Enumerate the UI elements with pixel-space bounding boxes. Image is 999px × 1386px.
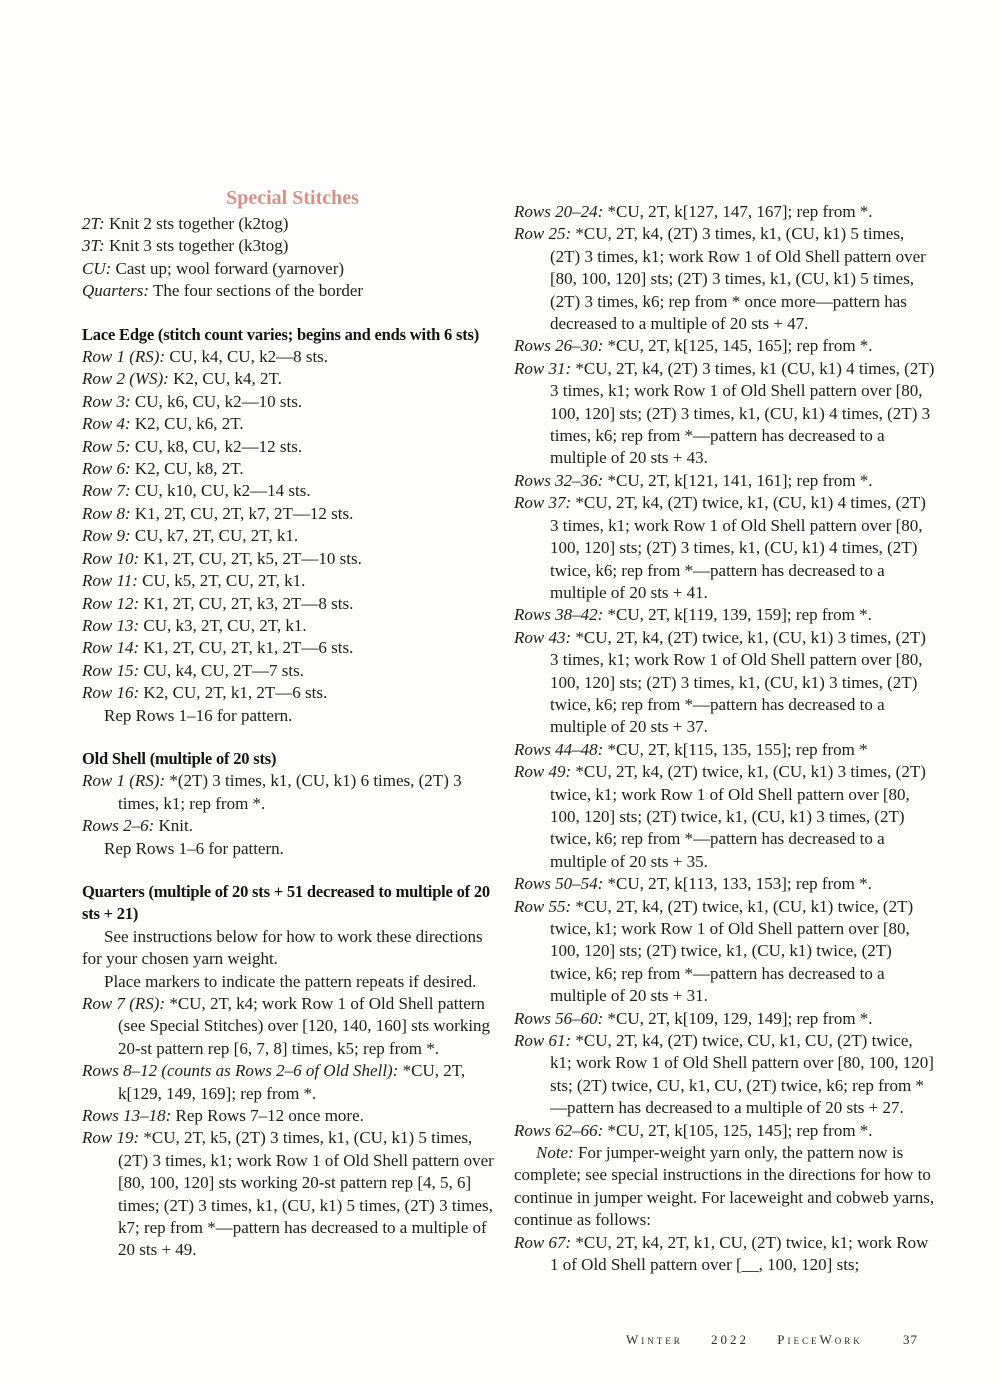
left-column xyxy=(82,186,503,1262)
row-label: Rows 32–36: xyxy=(514,470,604,490)
paragraph: See instructions below for how to work these directions for your chosen yarn weight. xyxy=(82,926,483,969)
pattern-subhead: Quarters (multiple of 20 sts + 51 decreased to multiple of 20 sts + 21) xyxy=(82,881,490,924)
footer-season: Winter xyxy=(626,1332,683,1347)
row-text: CU, k7, 2T, CU, 2T, k1. xyxy=(134,526,299,546)
row-label: Row 14: xyxy=(82,638,140,658)
pattern-row xyxy=(82,480,503,502)
pattern-row xyxy=(514,873,935,895)
row-label: 2T: xyxy=(82,214,105,233)
row-text: CU, k5, 2T, CU, 2T, k1. xyxy=(142,571,306,591)
row-label: Row 10: xyxy=(82,548,140,568)
pattern-row xyxy=(82,525,503,547)
row-label: Quarters: xyxy=(82,281,150,301)
pattern-row xyxy=(82,660,503,682)
row-label: Row 1 (RS): xyxy=(82,347,166,367)
row-text: K2, CU, k6, 2T. xyxy=(134,414,244,434)
row-text: *CU, 2T, k5, (2T) 3 times, k1, (CU, k1) 5 times, (2T) 3 times, k1; work Row 1 of Old Shell pattern over [80, 100, 120] sts working 20-st pattern rep [4, 5, 6] times; (2T) 3 times, k1, (CU, k1) 5 times, (2T) 3 times, k7; rep from *—pattern has decreased to a multiple of 20 sts + 49. xyxy=(118,1128,494,1260)
row-text: K1, 2T, CU, 2T, k3, 2T—8 sts. xyxy=(143,593,354,613)
footer-magazine-name: PieceWork xyxy=(777,1332,863,1347)
row-label: 3T: xyxy=(82,236,105,256)
row-text: *CU, 2T, k[115, 135, 155]; rep from * xyxy=(607,739,868,759)
row-text: *CU, 2T, k[125, 145, 165]; rep from *. xyxy=(607,336,873,356)
pattern-row xyxy=(514,223,935,335)
row-text: CU, k4, CU, 2T—7 sts. xyxy=(143,660,304,680)
pattern-row xyxy=(82,503,503,525)
row-text: K2, CU, 2T, k1, 2T—6 sts. xyxy=(143,683,328,703)
row-label: Row 55: xyxy=(514,896,572,916)
row-label: Row 4: xyxy=(82,414,131,434)
right-column xyxy=(514,201,935,1277)
row-text: *CU, 2T, k4, (2T) 3 times, k1 (CU, k1) 4 times, (2T) 3 times, k1; work Row 1 of Old Shell pattern over [80, 100, 120] sts; (2T) 3 times, k1, (CU, k1) 4 times, (2T) 3 times, k6; rep from *—pattern has decreased to a multiple of 20 sts + 43. xyxy=(550,358,935,468)
row-text: *CU, 2T, k[105, 125, 145]; rep from *. xyxy=(607,1120,873,1140)
row-text: CU, k4, CU, k2—8 sts. xyxy=(169,347,329,367)
row-text: *CU, 2T, k4, (2T) twice, k1, (CU, k1) 4 times, (2T) 3 times, k1; work Row 1 of Old Shell pattern over [80, 100, 120] sts; (2T) 3 times, k1, (CU, k1) 4 times, (2T) twice, k6; rep from *—pattern has decreased to a multiple of 20 sts + 41. xyxy=(550,493,926,602)
row-text: *CU, 2T, k4, (2T) twice, k1, (CU, k1) twice, (2T) twice, k1; work Row 1 of Old Shell pattern over [80, 100, 120] sts; (2T) twice, k1, (CU, k1) twice, (2T) twice, k6; rep from *—pattern has decreased to a multiple of 20 sts + 31. xyxy=(550,896,914,1006)
pattern-row xyxy=(514,604,935,626)
row-text: *CU, 2T, k4, 2T, k1, CU, (2T) twice, k1; work Row 1 of Old Shell pattern over [__, 100, 120] sts; xyxy=(550,1232,929,1275)
row-label: Row 37: xyxy=(514,493,572,513)
row-label: Rows 50–54: xyxy=(514,874,604,894)
pattern-row xyxy=(82,570,503,592)
pattern-row xyxy=(82,1105,503,1127)
pattern-subhead: Lace Edge (stitch count varies; begins and ends with 6 sts) xyxy=(82,324,480,344)
row-label: Row 7: xyxy=(82,481,131,501)
row-label: Rows 56–60: xyxy=(514,1008,604,1028)
section-heading: Special Stitches xyxy=(226,187,359,209)
row-text: K1, 2T, CU, 2T, k1, 2T—6 sts. xyxy=(143,638,354,658)
row-text: *CU, 2T, k4, (2T) twice, CU, k1, CU, (2T) twice, k1; work Row 1 of Old Shell pattern over [80, 100, 120] sts; (2T) twice, CU, k1, CU, (2T) twice, k6; rep from *—pattern has decreased to a multiple of 20 sts + 27. xyxy=(550,1031,934,1118)
pattern-row xyxy=(514,1030,935,1120)
pattern-row xyxy=(514,1232,935,1277)
pattern-subhead: Old Shell (multiple of 20 sts) xyxy=(82,748,277,768)
row-label: Note: xyxy=(536,1143,574,1163)
row-text: *CU, 2T, k[113, 133, 153]; rep from *. xyxy=(607,874,872,894)
row-label: Row 19: xyxy=(82,1128,140,1148)
page-number: 37 xyxy=(903,1332,918,1347)
pattern-row xyxy=(82,280,503,302)
row-text: Knit. xyxy=(158,816,193,836)
row-text: *(2T) 3 times, k1, (CU, k1) 6 times, (2T) 3 times, k1; rep from *. xyxy=(118,771,462,813)
row-text: *CU, 2T, k4, (2T) 3 times, k1, (CU, k1) 5 times, (2T) 3 times, k1; work Row 1 of Old Shell pattern over [80, 100, 120] sts; (2T) 3 times, k1, (CU, k1) 5 times, (2T) 3 times, k6; rep from * once more—pattern has decreased to a multiple of 20 sts + 47. xyxy=(550,224,926,334)
row-label: Row 11: xyxy=(82,571,138,591)
row-label: Row 13: xyxy=(82,615,140,635)
pattern-row xyxy=(82,346,503,368)
row-label: Row 61: xyxy=(514,1031,572,1051)
row-text: *CU, 2T, k[119, 139, 159]; rep from *. xyxy=(607,605,872,625)
pattern-row xyxy=(82,815,503,837)
row-text: CU, k10, CU, k2—14 sts. xyxy=(134,481,311,501)
paragraph xyxy=(514,1142,935,1232)
pattern-row xyxy=(514,201,935,223)
pattern-row xyxy=(82,593,503,615)
pattern-row xyxy=(514,470,935,492)
pattern-row xyxy=(82,368,503,390)
row-label: Row 6: xyxy=(82,459,131,479)
row-label: Rows 8–12 (counts as Rows 2–6 of Old Shell): xyxy=(82,1061,399,1081)
row-text: *CU, 2T, k[129, 149, 169]; rep from *. xyxy=(118,1061,466,1103)
row-text: *CU, 2T, k4, (2T) twice, k1, (CU, k1) 3 times, (2T) 3 times, k1; work Row 1 of Old Shell pattern over [80, 100, 120] sts; (2T) 3 times, k1, (CU, k1) 3 times, (2T) twice, k6; rep from *—pattern has decreased to a multiple of 20 sts + 37. xyxy=(550,627,926,737)
pattern-row xyxy=(514,1008,935,1030)
row-label: Row 49: xyxy=(514,762,572,782)
row-label: Row 9: xyxy=(82,526,131,546)
row-label: Row 8: xyxy=(82,503,131,523)
row-text: K1, 2T, CU, 2T, k7, 2T—12 sts. xyxy=(134,503,354,523)
row-text: Knit 2 sts together (k2tog) xyxy=(108,214,289,233)
row-label: Row 7 (RS): xyxy=(82,994,166,1013)
row-text: *CU, 2T, k[121, 141, 161]; rep from *. xyxy=(607,470,873,490)
pattern-row xyxy=(514,761,935,873)
pattern-row xyxy=(514,492,935,604)
row-text: CU, k8, CU, k2—12 sts. xyxy=(134,436,303,456)
row-label: Rows 2–6: xyxy=(82,816,155,836)
pattern-row xyxy=(82,1060,503,1105)
row-label: Row 3: xyxy=(82,391,131,411)
row-text: CU, k6, CU, k2—10 sts. xyxy=(134,391,303,411)
pattern-row xyxy=(82,235,503,257)
row-label: Rows 13–18: xyxy=(82,1106,172,1126)
pattern-row xyxy=(82,413,503,435)
row-label: Row 67: xyxy=(514,1232,572,1252)
row-label: Row 12: xyxy=(82,593,140,613)
pattern-row xyxy=(82,458,503,480)
pattern-row xyxy=(514,1120,935,1142)
pattern-row xyxy=(82,548,503,570)
row-text: *CU, 2T, k[109, 129, 149]; rep from *. xyxy=(607,1008,873,1028)
row-text: Rep Rows 7–12 once more. xyxy=(175,1106,364,1126)
row-text: CU, k3, 2T, CU, 2T, k1. xyxy=(143,615,307,635)
pattern-row xyxy=(82,770,503,815)
row-label: CU: xyxy=(82,258,112,278)
row-label: Row 16: xyxy=(82,683,140,703)
row-text: K2, CU, k8, 2T. xyxy=(134,459,244,479)
row-label: Row 2 (WS): xyxy=(82,369,169,389)
row-label: Row 25: xyxy=(514,224,572,244)
row-label: Row 15: xyxy=(82,660,140,680)
row-label: Row 31: xyxy=(514,358,572,378)
pattern-row xyxy=(82,682,503,704)
row-text: For jumper-weight yarn only, the pattern now is complete; see special instructions in the directions for how to continue in jumper weight. For laceweight and cobweb yarns, continue as follows: xyxy=(514,1143,935,1230)
pattern-row xyxy=(514,335,935,357)
pattern-row xyxy=(82,213,503,235)
row-label: Rows 26–30: xyxy=(514,336,604,356)
row-label: Rows 38–42: xyxy=(514,605,604,625)
paragraph: Rep Rows 1–16 for pattern. xyxy=(104,705,293,725)
row-label: Row 1 (RS): xyxy=(82,771,166,791)
pattern-row xyxy=(82,993,503,1060)
row-text: Cast up; wool forward (yarnover) xyxy=(115,258,345,278)
page-footer xyxy=(0,1332,999,1356)
pattern-row xyxy=(514,627,935,739)
row-text: Knit 3 sts together (k3tog) xyxy=(108,236,289,256)
row-text: *CU, 2T, k4; work Row 1 of Old Shell pattern (see Special Stitches) over [120, 140, 160] sts working 20-st pattern rep [6, 7, 8] times, k5; rep from *. xyxy=(118,994,491,1058)
pattern-row xyxy=(514,896,935,1008)
row-label: Rows 62–66: xyxy=(514,1120,604,1140)
row-label: Row 43: xyxy=(514,627,572,647)
row-label: Row 5: xyxy=(82,436,131,456)
pattern-row xyxy=(82,1127,503,1261)
paragraph: Place markers to indicate the pattern repeats if desired. xyxy=(104,971,477,991)
pattern-row xyxy=(514,739,935,761)
pattern-row xyxy=(82,258,503,280)
row-label: Rows 20–24: xyxy=(514,202,604,221)
row-text: *CU, 2T, k4, (2T) twice, k1, (CU, k1) 3 times, (2T) twice, k1; work Row 1 of Old Shell pattern over [80, 100, 120] sts; (2T) twice, k1, (CU, k1) 3 times, (2T) twice, k6; rep from *—pattern has decreased to a multiple of 20 sts + 35. xyxy=(550,762,926,871)
footer-magazine-info xyxy=(626,1332,863,1348)
row-text: *CU, 2T, k[127, 147, 167]; rep from *. xyxy=(607,202,873,221)
row-text: The four sections of the border xyxy=(153,281,364,301)
row-text: K2, CU, k4, 2T. xyxy=(173,369,282,389)
paragraph: Rep Rows 1–6 for pattern. xyxy=(104,838,284,858)
pattern-row xyxy=(82,637,503,659)
pattern-row xyxy=(514,358,935,470)
pattern-row xyxy=(82,436,503,458)
row-text: K1, 2T, CU, 2T, k5, 2T—10 sts. xyxy=(143,548,362,568)
pattern-row xyxy=(82,615,503,637)
row-label: Rows 44–48: xyxy=(514,739,604,759)
pattern-row xyxy=(82,391,503,413)
footer-year: 2022 xyxy=(711,1332,750,1347)
